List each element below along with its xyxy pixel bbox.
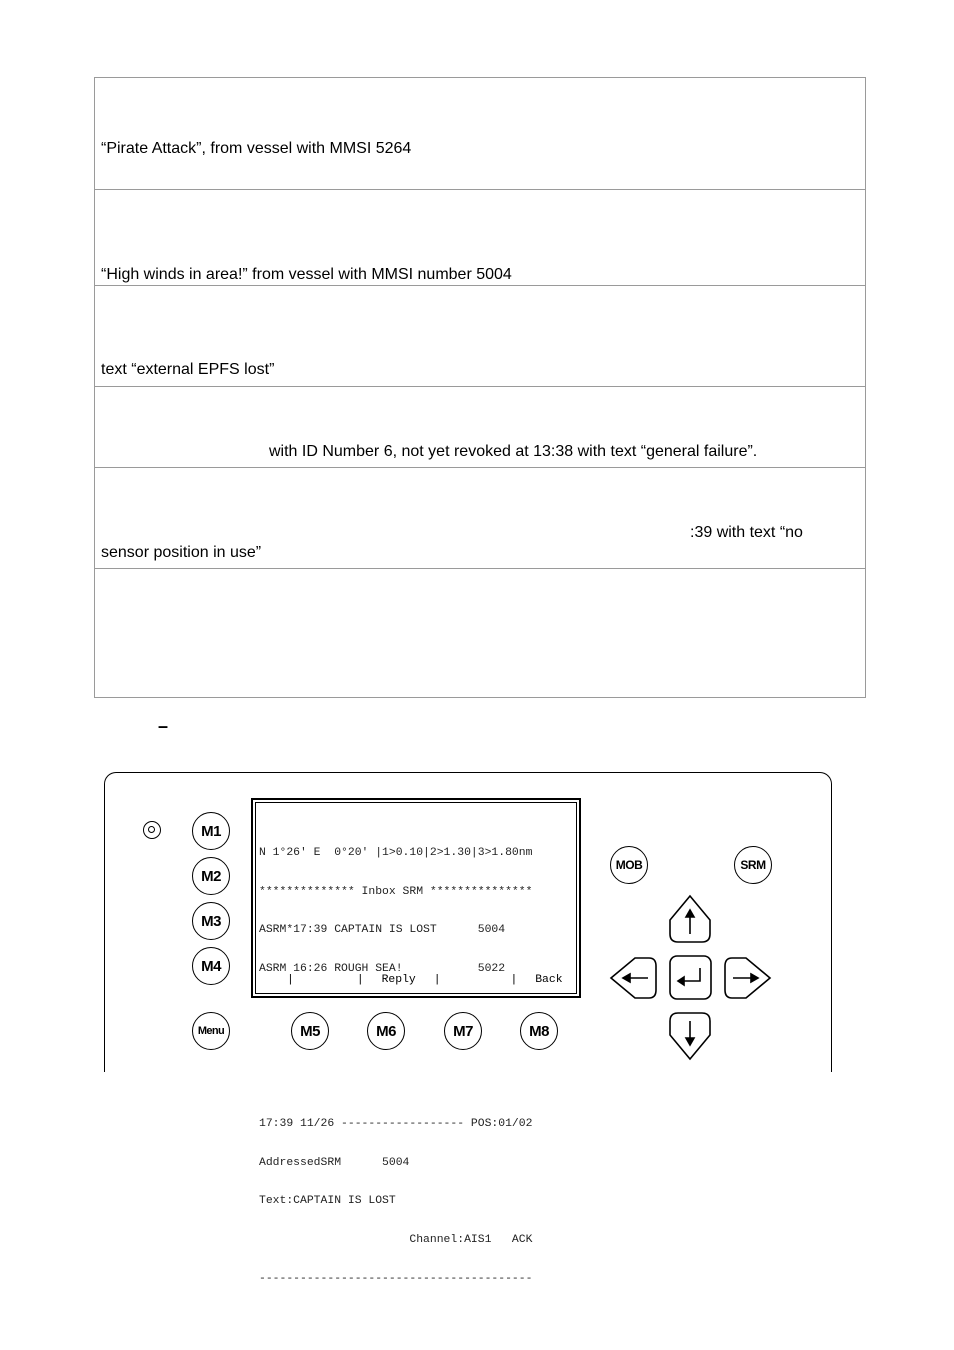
arrow-right-icon[interactable] [725,958,770,998]
table-row [95,468,865,569]
row-text: “High winds in area!” from vessel with MMSI number 5004 [101,266,512,283]
table-row [95,387,865,468]
nav-cluster [600,890,780,1065]
table-row [95,190,865,286]
arrow-up-icon[interactable] [670,896,710,942]
m7-button[interactable]: M7 [444,1012,482,1050]
lcd-line: ************** Inbox SRM *************** [259,885,533,898]
arrow-down-icon[interactable] [670,1013,710,1059]
m8-button[interactable]: M8 [520,1012,558,1050]
row-text: “Pirate Attack”, from vessel with MMSI 5264 [101,140,412,157]
figure-caption-dash: – [158,716,169,736]
lcd-line [259,1002,577,1015]
m6-button[interactable]: M6 [367,1012,405,1050]
power-led-icon [143,821,161,839]
srm-button[interactable]: SRM [734,846,772,884]
lcd-line: Channel:AIS1 ACK [259,1234,533,1246]
table-row [95,78,865,190]
m4-button[interactable]: M4 [192,947,230,985]
lcd-line: Text:CAPTAIN IS LOST [259,1195,396,1208]
row-text-line2: sensor position in use” [101,544,262,561]
table-row [95,569,865,699]
softkey-reply[interactable]: Reply [381,974,416,986]
m2-button[interactable]: M2 [192,857,230,895]
lcd-line [259,1040,577,1053]
lcd-line: ---------------------------------------- [259,1272,533,1285]
lcd-text [259,821,577,1299]
row-text: with ID Number 6, not yet revoked at 13:38 with text “general failure”. [269,443,758,460]
mob-button[interactable]: MOB [610,846,648,884]
lcd-line: 17:39 11/26 ------------------ POS:01/02 [259,1117,533,1130]
lcd-line[interactable]: ASRM 16:26 ROUGH SEA! 5022 [259,962,506,975]
lcd-line: N 1°26' E 0°20' |1>0.10|2>1.30|3>1.80nm [259,846,533,859]
m1-button[interactable]: M1 [192,812,230,850]
lcd-line [259,1079,577,1092]
softkey-row: | | Reply | | Back [259,974,577,987]
lcd-line: AddressedSRM 5004 [259,1156,410,1169]
row-text-line1: :39 with text “no [690,524,803,541]
description-table [94,77,866,698]
enter-icon[interactable] [670,956,711,999]
lcd-line[interactable]: ASRM*17:39 CAPTAIN IS LOST 5004 [259,924,506,937]
m3-button[interactable]: M3 [192,902,230,940]
menu-button[interactable]: Menu [192,1012,230,1050]
softkey-back[interactable]: Back [535,974,563,986]
m5-button[interactable]: M5 [291,1012,329,1050]
row-text: text “external EPFS lost” [101,361,275,378]
arrow-left-icon[interactable] [611,958,656,998]
table-row [95,286,865,387]
